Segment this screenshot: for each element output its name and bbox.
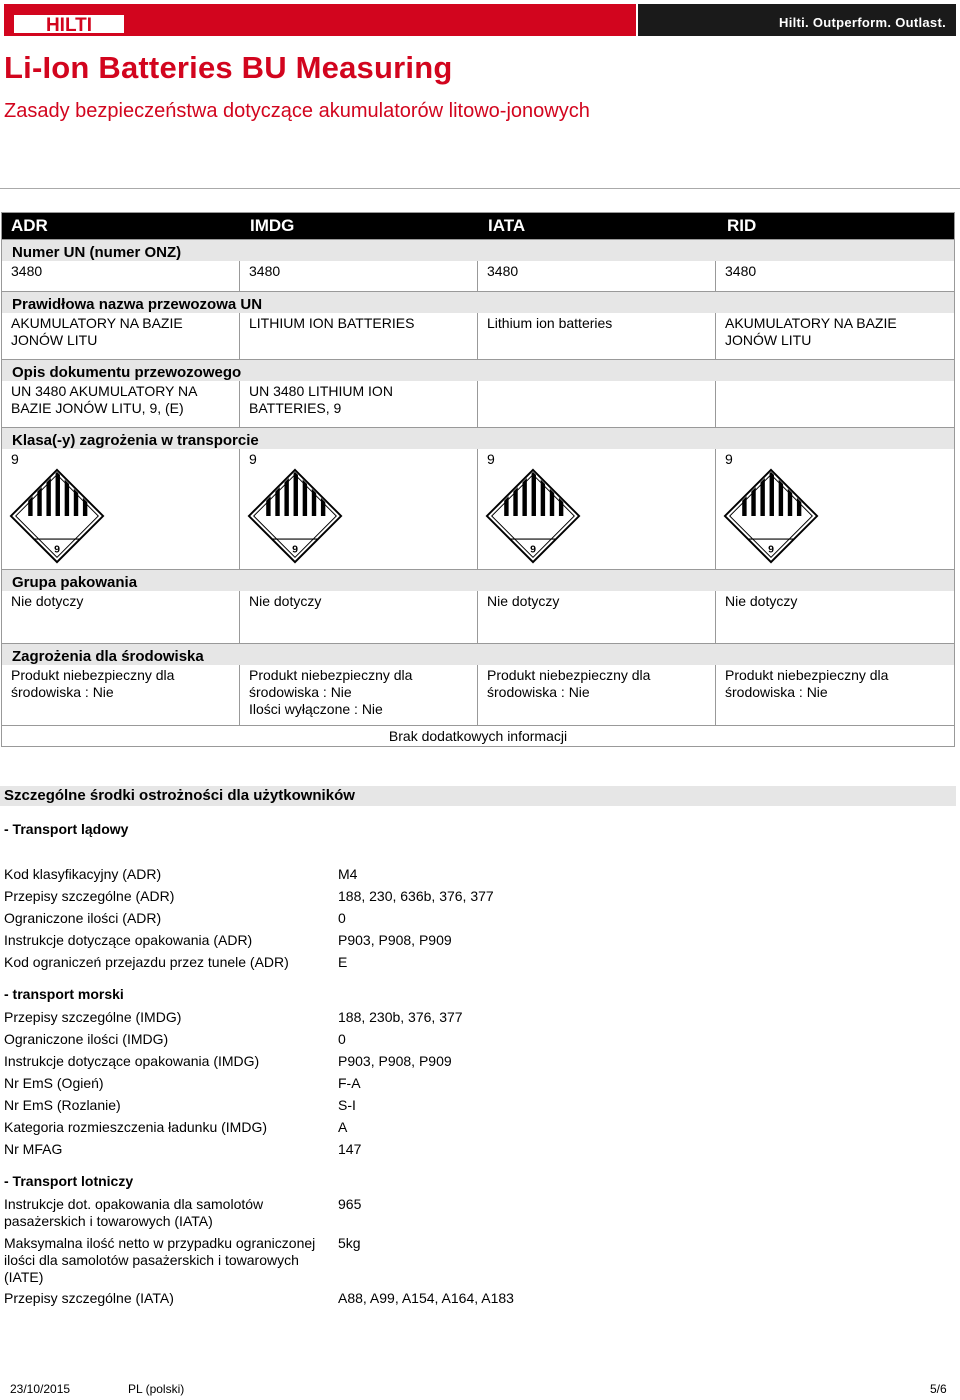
kv-value: M4 [338, 866, 358, 882]
section-title: Zagrożenia dla środowiska [2, 643, 954, 665]
hazard-cell [2, 449, 240, 569]
hazard-label-number: 9 [530, 543, 536, 556]
kv-key: Przepisy szczególne (IMDG) [4, 1009, 182, 1025]
slogan: Hilti. Outperform. Outlast. [779, 15, 946, 30]
cell: 3480 [478, 261, 716, 291]
cell: Nie dotyczy [725, 593, 798, 609]
kv-key: Instrukcje dotyczące opakowania (IMDG) [4, 1053, 260, 1069]
kv-key: Ograniczone ilości (ADR) [4, 910, 162, 926]
hazard-class-value: 9 [487, 451, 495, 467]
kv-value: A [338, 1119, 348, 1135]
hazard-label-number: 9 [292, 543, 298, 556]
kv-value: P903, P908, P909 [338, 932, 452, 948]
kv-key: Kategoria rozmieszczenia ładunku (IMDG) [4, 1119, 267, 1135]
hazard-cell [240, 449, 478, 569]
cell: UN 3480 AKUMULATORY NA BAZIE JONÓW LITU, 9, (E) [2, 381, 240, 427]
hilti-logo [14, 13, 124, 35]
section-title: Klasa(-y) zagrożenia w transporcie [2, 427, 954, 449]
section-packing-group [2, 569, 954, 643]
cell [716, 381, 954, 427]
kv-key: Maksymalna ilość netto w przypadku ograniczonej ilości dla samolotów pasażerskich i towarowych (IATE) [4, 1235, 316, 1285]
kv-key: Kod klasyfikacyjny (ADR) [4, 866, 162, 882]
cell: LITHIUM ION BATTERIES [240, 313, 478, 359]
hazard-label-number: 9 [768, 543, 774, 556]
kv-key: Przepisy szczególne (IATA) [4, 1290, 174, 1306]
kv-value: 147 [338, 1141, 362, 1157]
header-dark-band [638, 4, 956, 36]
section-title: Numer UN (numer ONZ) [2, 239, 954, 261]
cell: AKUMULATORY NA BAZIE JONÓW LITU [2, 313, 240, 359]
col-adr: ADR [11, 216, 48, 235]
hazard-label-number: 9 [54, 543, 60, 556]
kv-key: Instrukcje dot. opakowania dla samolotów pasażerskich i towarowych (IATA) [4, 1196, 264, 1229]
footer-page: 5/6 [930, 1382, 947, 1396]
kv-value: S-I [338, 1097, 356, 1113]
kv-value: 188, 230b, 376, 377 [338, 1009, 463, 1025]
col-imdg: IMDG [250, 216, 295, 235]
cell [478, 381, 716, 427]
kv-key: Przepisy szczególne (ADR) [4, 888, 175, 904]
kv-key: Ograniczone ilości (IMDG) [4, 1031, 169, 1047]
kv-value: E [338, 954, 348, 970]
cell: Produkt niebezpieczny dla środowiska : Nie Ilości wyłączone : Nie [240, 665, 478, 725]
kv-value: 965 [338, 1196, 362, 1212]
kv-value: 188, 230, 636b, 376, 377 [338, 888, 494, 904]
cell: 3480 [725, 263, 757, 279]
cell: Lithium ion batteries [478, 313, 716, 359]
kv-value: F-A [338, 1075, 361, 1091]
cell: Nie dotyczy [2, 591, 240, 643]
cell: 3480 [2, 261, 240, 291]
air-transport-heading: - Transport lotniczy [4, 1173, 134, 1189]
cell: Produkt niebezpieczny dla środowiska : Nie [725, 667, 889, 700]
section-un-number [2, 239, 954, 291]
page-subtitle: Zasady bezpieczeństwa dotyczące akumulatorów litowo-jonowych [4, 100, 590, 122]
col-rid: RID [727, 216, 757, 235]
hazard-class-value: 9 [249, 451, 257, 467]
class-9-hazard-label-icon [723, 468, 819, 564]
footer-date: 23/10/2015 [10, 1382, 71, 1396]
cell: Nie dotyczy [240, 591, 478, 643]
section-title: Prawidłowa nazwa przewozowa UN [2, 291, 954, 313]
class-9-hazard-label-icon [247, 468, 343, 564]
col-iata: IATA [488, 216, 526, 235]
sea-transport-heading: - transport morski [4, 986, 124, 1002]
precautions-title: Szczególne środki ostrożności dla użytkowników [4, 787, 355, 804]
hazard-class-value: 9 [725, 451, 733, 467]
land-transport-heading: - Transport lądowy [4, 821, 129, 837]
hazard-cell [716, 449, 954, 569]
cell: Produkt niebezpieczny dla środowiska : Nie [2, 665, 240, 725]
cell: Produkt niebezpieczny dla środowiska : Nie [478, 665, 716, 725]
header-red-band [4, 4, 636, 36]
kv-key: Nr EmS (Rozlanie) [4, 1097, 121, 1113]
brand-text: HILTI [45, 15, 93, 35]
kv-value: 0 [338, 910, 346, 926]
kv-value: 5kg [338, 1235, 361, 1251]
divider [0, 188, 960, 189]
cell: AKUMULATORY NA BAZIE JONÓW LITU [725, 315, 897, 348]
section-env-hazards [2, 643, 954, 746]
additional-info-note: Brak dodatkowych informacji [2, 725, 954, 746]
section-title: Grupa pakowania [2, 569, 954, 591]
header-bar [0, 0, 960, 40]
section-shipping-name [2, 291, 954, 359]
kv-value: 0 [338, 1031, 346, 1047]
kv-key: Nr EmS (Ogień) [4, 1075, 104, 1091]
class-9-hazard-label-icon [485, 468, 581, 564]
section-transport-doc [2, 359, 954, 427]
kv-key: Instrukcje dotyczące opakowania (ADR) [4, 932, 253, 948]
kv-key: Nr MFAG [4, 1141, 63, 1157]
footer-language: PL (polski) [128, 1382, 185, 1396]
table-header [2, 213, 954, 239]
kv-value: A88, A99, A154, A164, A183 [338, 1290, 514, 1306]
kv-key: Kod ograniczeń przejazdu przez tunele (ADR) [4, 954, 289, 970]
transport-table [1, 212, 955, 747]
section-hazard-class [2, 427, 954, 569]
hazard-class-value: 9 [11, 451, 19, 467]
section-title: Opis dokumentu przewozowego [2, 359, 954, 381]
cell: UN 3480 LITHIUM ION BATTERIES, 9 [240, 381, 478, 427]
page-title: Li-Ion Batteries BU Measuring [4, 50, 453, 85]
class-9-hazard-label-icon [9, 468, 105, 564]
kv-value: P903, P908, P909 [338, 1053, 452, 1069]
cell: 3480 [240, 261, 478, 291]
hazard-cell [478, 449, 716, 569]
cell: Nie dotyczy [478, 591, 716, 643]
